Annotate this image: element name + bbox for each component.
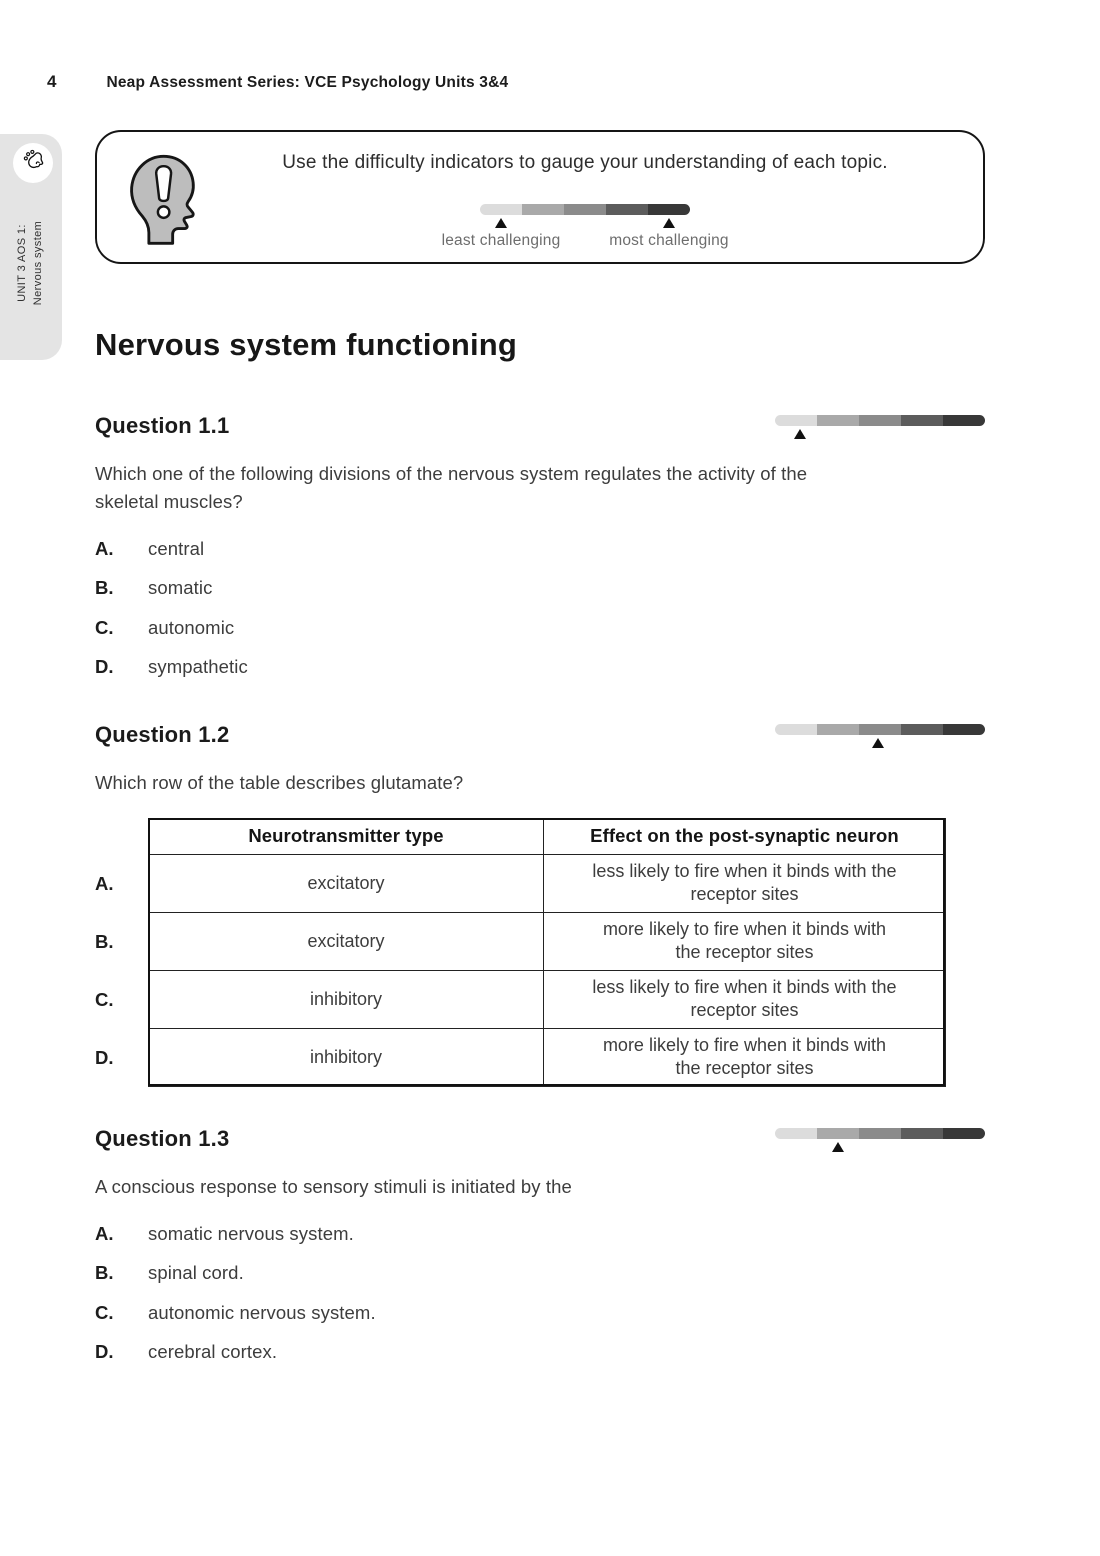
- option-row: [95, 1262, 985, 1284]
- option-letter: B.: [95, 1262, 114, 1283]
- difficulty-info-text: Use the difficulty indicators to gauge your understanding of each topic.: [282, 152, 888, 173]
- column-header: Neurotransmitter type: [149, 818, 544, 854]
- question-1-2-difficulty: [775, 724, 985, 735]
- main-content: [95, 327, 985, 1381]
- difficulty-marker-icon: [872, 738, 884, 748]
- effect-cell: less likely to fire when it binds with the receptor sites: [544, 970, 946, 1028]
- table-row: [149, 912, 946, 970]
- unit-tab-text: [15, 221, 47, 305]
- question-1-2-text: Which row of the table describes glutamate?: [95, 772, 464, 793]
- question-1-3-difficulty: [775, 1128, 985, 1139]
- unit-tab-line1: UNIT 3 AOS 1:: [16, 223, 29, 302]
- option-letter: C.: [95, 616, 114, 638]
- option-letter: A.: [95, 537, 114, 559]
- option-row: [95, 617, 985, 639]
- effect-cell: more likely to fire when it binds with the receptor sites: [544, 912, 946, 970]
- question-1-3-text: A conscious response to sensory stimuli is initiated by the: [95, 1175, 572, 1197]
- question-1-2-table-wrap: [95, 818, 985, 1086]
- option-text: cerebral cortex.: [148, 1341, 278, 1362]
- option-row: [95, 1223, 985, 1245]
- option-text: autonomic nervous system.: [148, 1301, 376, 1323]
- column-header: Effect on the post-synaptic neuron: [544, 818, 946, 854]
- type-cell: inhibitory: [149, 970, 544, 1028]
- difficulty-scale: [441, 204, 729, 249]
- section-title: Nervous system functioning: [95, 327, 518, 362]
- question-1-1-label: Question 1.1: [95, 413, 230, 438]
- glutamate-table: [148, 818, 946, 1087]
- difficulty-bar: [775, 1128, 985, 1139]
- option-text: central: [148, 537, 205, 559]
- effect-cell: more likely to fire when it binds with the receptor sites: [544, 1028, 946, 1086]
- table-row-letter: D.: [95, 1046, 114, 1068]
- option-text: somatic: [148, 577, 213, 598]
- difficulty-bar: [775, 724, 985, 735]
- table-row: [149, 970, 946, 1028]
- option-row: [95, 538, 985, 560]
- option-letter: A.: [95, 1222, 114, 1244]
- table-row-letter: A.: [95, 872, 114, 894]
- difficulty-info-box: [95, 130, 985, 264]
- table-row-letter: C.: [95, 988, 114, 1010]
- brain-icon: [20, 148, 46, 179]
- least-challenging-label: least challenging: [441, 232, 561, 249]
- question-1-3-label: Question 1.3: [95, 1125, 230, 1151]
- question-1-3-header: [95, 1126, 985, 1152]
- difficulty-marker-icon: [794, 429, 806, 439]
- unit-tab-icon-circle: [13, 143, 53, 183]
- option-letter: C.: [95, 1301, 114, 1323]
- table-row: [149, 1028, 946, 1086]
- unit-tab-line2: Nervous system: [32, 220, 44, 306]
- option-text: autonomic: [148, 616, 235, 638]
- unit-tab: [0, 134, 62, 360]
- type-cell: inhibitory: [149, 1028, 544, 1086]
- option-letter: D.: [95, 656, 114, 677]
- question-1-1-difficulty: [775, 415, 985, 426]
- page-header-title: Neap Assessment Series: VCE Psychology Units 3&4: [106, 74, 509, 91]
- difficulty-bar: [775, 415, 985, 426]
- option-row: [95, 656, 985, 678]
- option-row: [95, 1341, 985, 1363]
- question-1-1-text: Which one of the following divisions of the nervous system regulates the activity of the skeletal muscles?: [95, 463, 808, 512]
- option-letter: D.: [95, 1341, 114, 1362]
- difficulty-marker-icon: [832, 1142, 844, 1152]
- question-1-2-label: Question 1.2: [95, 722, 230, 747]
- table-row-letter: B.: [95, 930, 114, 952]
- option-text: somatic nervous system.: [148, 1222, 354, 1244]
- least-challenging-marker-icon: [495, 218, 507, 228]
- option-text: spinal cord.: [148, 1262, 244, 1283]
- most-challenging-marker-icon: [663, 218, 675, 228]
- head-exclamation-icon: [121, 148, 203, 255]
- question-1-1-options: [95, 538, 985, 679]
- question-1-3-options: [95, 1223, 985, 1364]
- option-letter: B.: [95, 577, 114, 598]
- difficulty-scale-bar: [480, 204, 690, 215]
- type-cell: excitatory: [149, 912, 544, 970]
- question-1-1-header: [95, 413, 985, 439]
- option-row: [95, 577, 985, 599]
- page-header: [47, 72, 508, 92]
- page-number: 4: [47, 72, 57, 91]
- question-1-2-header: [95, 722, 985, 748]
- most-challenging-label: most challenging: [609, 232, 729, 249]
- table-header-row: [149, 818, 946, 854]
- option-text: sympathetic: [148, 656, 248, 677]
- option-row: [95, 1302, 985, 1324]
- type-cell: excitatory: [149, 854, 544, 912]
- effect-cell: less likely to fire when it binds with the receptor sites: [544, 854, 946, 912]
- table-row: [149, 854, 946, 912]
